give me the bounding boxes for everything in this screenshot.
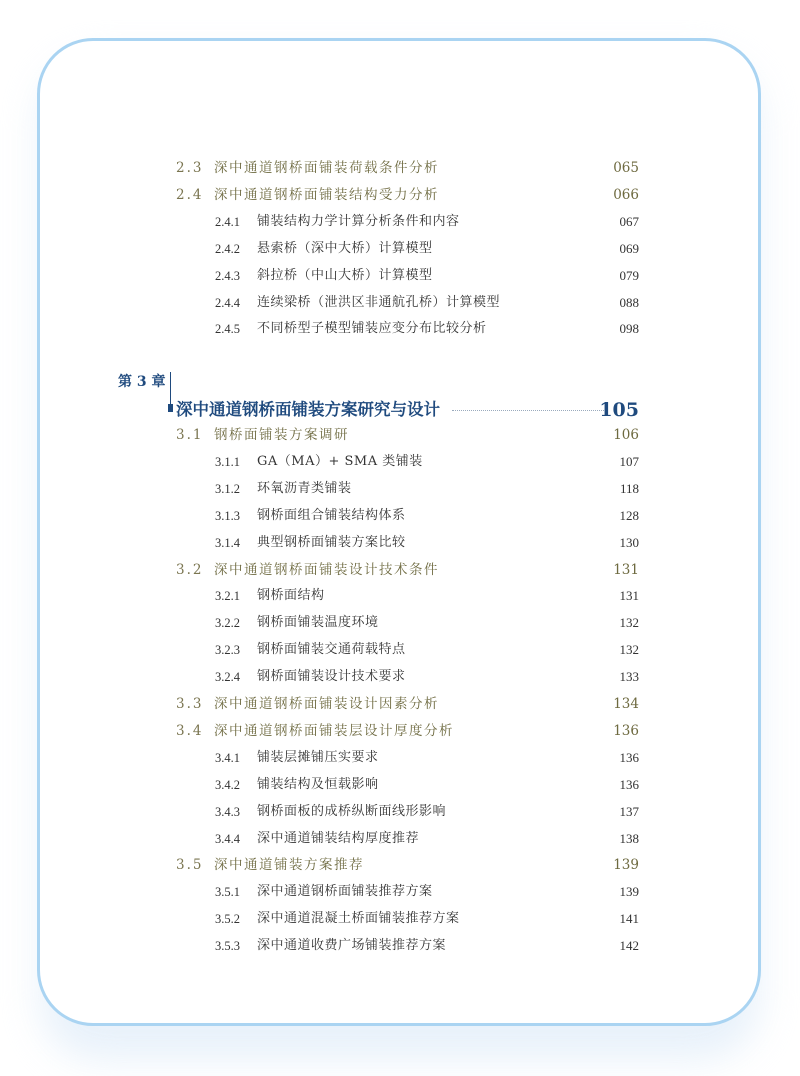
entry-num: 3.2.4 [215, 670, 240, 685]
toc-section-entry[interactable] [0, 718, 800, 744]
toc-section-entry[interactable] [0, 422, 800, 448]
toc-section-entry[interactable] [0, 852, 800, 878]
toc-subsection-entry[interactable] [0, 879, 800, 905]
entry-title: 深中通道钢桥面铺装结构受力分析 [214, 186, 439, 203]
entry-page: 107 [619, 453, 639, 469]
entry-page: 079 [619, 267, 639, 283]
toc-subsection-entry[interactable] [0, 209, 800, 235]
entry-num: 3.2.1 [215, 589, 240, 604]
entry-page: 118 [619, 480, 639, 496]
entry-num: 3.4.3 [215, 804, 240, 819]
entry-title: 铺装结构力学计算分析条件和内容 [257, 213, 460, 229]
toc-subsection-entry[interactable] [0, 826, 800, 852]
entry-title: 钢桥面结构 [257, 588, 325, 604]
entry-page: 106 [613, 427, 639, 443]
entry-num: 3.4.2 [215, 777, 240, 792]
entry-num: 2.4 [176, 186, 204, 203]
entry-page: 139 [613, 857, 639, 874]
entry-page: 098 [619, 321, 639, 337]
entry-title: 深中通道钢桥面铺装推荐方案 [257, 884, 433, 900]
entry-title: 钢桥面板的成桥纵断面线形影响 [257, 803, 447, 819]
entry-title: 深中通道铺装结构厚度推荐 [257, 830, 420, 846]
chapter-page: 105 [599, 399, 639, 421]
entry-title: 斜拉桥（中山大桥）计算模型 [257, 267, 433, 283]
entry-title: 深中通道钢桥面铺装设计因素分析 [214, 696, 439, 712]
entry-num: 3.3 [176, 696, 204, 712]
entry-title: 深中通道钢桥面铺装荷载条件分析 [214, 160, 439, 176]
toc-subsection-entry[interactable] [0, 799, 800, 825]
toc-subsection-entry[interactable] [0, 664, 800, 690]
entry-page: 139 [619, 884, 639, 900]
entry-page: 136 [619, 776, 639, 792]
entry-title: 典型钢桥面铺装方案比较 [257, 534, 406, 550]
chapter-title: 深中通道钢桥面铺装方案研究与设计 [176, 400, 440, 419]
entry-title: GA（MA）+ SMA 类铺装 [257, 453, 423, 469]
entry-page: 088 [619, 294, 639, 310]
entry-num: 3.1.2 [215, 481, 240, 496]
entry-num: 3.2 [176, 561, 204, 578]
entry-num: 2.4.3 [215, 268, 240, 283]
entry-title: 深中通道钢桥面铺装设计技术条件 [214, 561, 439, 578]
entry-page: 142 [619, 938, 639, 954]
entry-page: 138 [619, 830, 639, 846]
entry-num: 3.1.1 [215, 454, 240, 469]
entry-page: 141 [619, 911, 639, 927]
entry-page: 132 [619, 642, 639, 658]
toc-subsection-entry[interactable] [0, 503, 800, 529]
entry-title: 钢桥面铺装交通荷载特点 [257, 642, 406, 658]
toc-section-entry[interactable] [0, 557, 800, 583]
toc-subsection-entry[interactable] [0, 316, 800, 342]
entry-num: 3.4.4 [215, 831, 240, 846]
entry-num: 3.4.1 [215, 750, 240, 765]
entry-num: 2.3 [176, 160, 204, 176]
entry-title: 悬索桥（深中大桥）计算模型 [257, 240, 433, 256]
entry-num: 3.5.3 [215, 939, 240, 954]
toc-subsection-entry[interactable] [0, 236, 800, 262]
entry-page: 132 [619, 615, 639, 631]
toc-section-entry[interactable] [0, 155, 800, 181]
entry-num: 3.1.3 [215, 508, 240, 523]
entry-page: 069 [619, 240, 639, 256]
chapter-label: 第 3 章 [118, 374, 166, 390]
entry-title: 不同桥型子模型铺装应变分布比较分析 [257, 321, 487, 337]
toc-subsection-entry[interactable] [0, 906, 800, 932]
entry-title: 钢桥面铺装温度环境 [257, 615, 379, 631]
entry-num: 3.1.4 [215, 535, 240, 550]
entry-num: 2.4.5 [215, 322, 240, 337]
toc-subsection-entry[interactable] [0, 476, 800, 502]
entry-title: 深中通道铺装方案推荐 [214, 857, 364, 874]
toc-subsection-entry[interactable] [0, 610, 800, 636]
entry-page: 128 [619, 507, 639, 523]
entry-num: 3.4 [176, 722, 204, 739]
toc-subsection-entry[interactable] [0, 745, 800, 771]
entry-title: 环氧沥青类铺装 [257, 480, 352, 496]
toc-subsection-entry[interactable] [0, 933, 800, 959]
toc-subsection-entry[interactable] [0, 290, 800, 316]
entry-title: 钢桥面组合铺装结构体系 [257, 507, 406, 523]
entry-num: 2.4.4 [215, 295, 240, 310]
entry-num: 3.5.1 [215, 885, 240, 900]
entry-page: 136 [613, 722, 639, 739]
toc-subsection-entry[interactable] [0, 449, 800, 475]
entry-title: 深中通道钢桥面铺装层设计厚度分析 [214, 722, 454, 739]
chapter-heading[interactable] [0, 397, 800, 423]
toc-subsection-entry[interactable] [0, 530, 800, 556]
entry-num: 3.5.2 [215, 912, 240, 927]
toc-subsection-entry[interactable] [0, 263, 800, 289]
toc-section-entry[interactable] [0, 691, 800, 717]
entry-page: 131 [613, 561, 639, 578]
entry-title: 深中通道收费广场铺装推荐方案 [257, 938, 447, 954]
entry-title: 铺装层摊铺压实要求 [257, 749, 379, 765]
entry-num: 2.4.2 [215, 241, 240, 256]
entry-title: 铺装结构及恒载影响 [257, 776, 379, 792]
entry-page: 065 [613, 160, 639, 176]
dot-leader [452, 410, 604, 411]
entry-title: 深中通道混凝土桥面铺装推荐方案 [257, 911, 460, 927]
entry-num: 3.1 [176, 427, 204, 443]
entry-title: 连续梁桥（泄洪区非通航孔桥）计算模型 [257, 294, 501, 310]
entry-page: 130 [619, 534, 639, 550]
toc-section-entry[interactable] [0, 182, 800, 208]
entry-num: 3.2.3 [215, 643, 240, 658]
entry-num: 2.4.1 [215, 214, 240, 229]
entry-num: 3.5 [176, 857, 204, 874]
entry-page: 134 [613, 696, 639, 712]
toc-subsection-entry[interactable] [0, 637, 800, 663]
entry-page: 137 [619, 803, 639, 819]
entry-num: 3.2.2 [215, 616, 240, 631]
entry-title: 钢桥面铺装设计技术要求 [257, 669, 406, 685]
entry-page: 136 [619, 749, 639, 765]
entry-page: 133 [619, 669, 639, 685]
entry-page: 066 [613, 186, 639, 203]
toc-subsection-entry[interactable] [0, 772, 800, 798]
entry-title: 钢桥面铺装方案调研 [214, 427, 349, 443]
toc-subsection-entry[interactable] [0, 583, 800, 609]
entry-page: 067 [619, 213, 639, 229]
entry-page: 131 [619, 588, 639, 604]
